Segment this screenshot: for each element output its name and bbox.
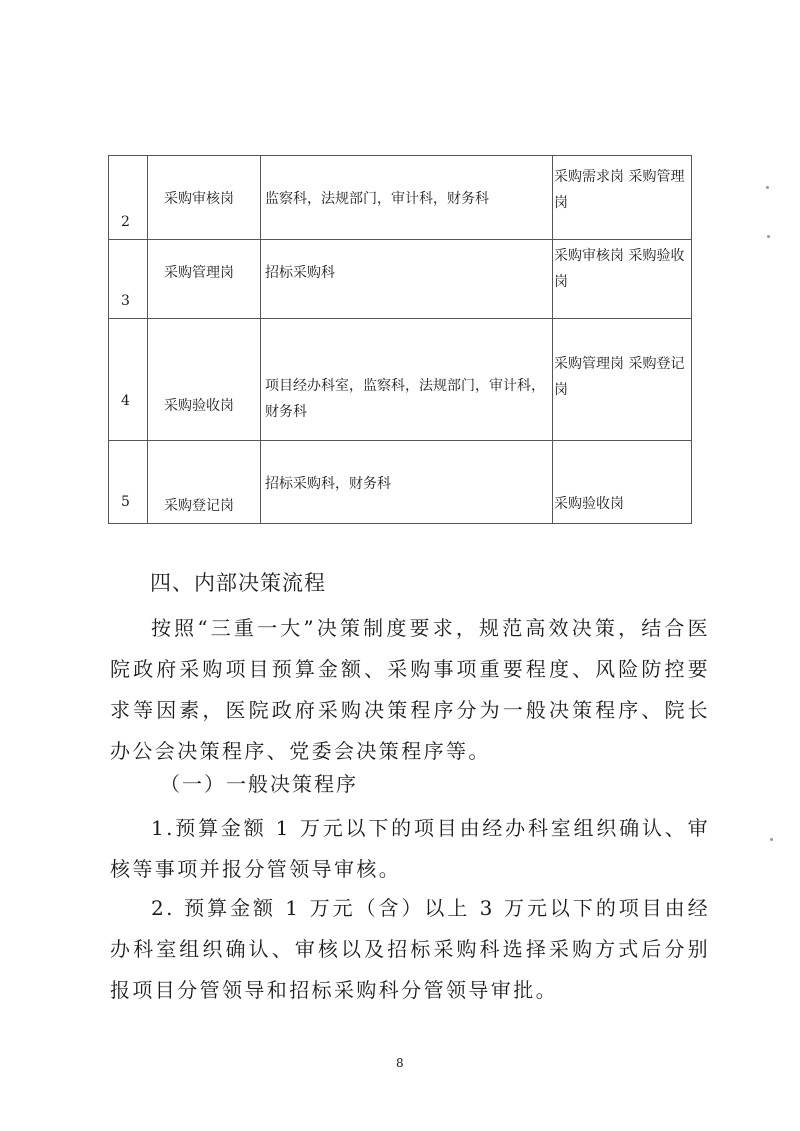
table-row (109, 156, 692, 240)
list-item: 2. 预算金额 1 万元（含）以上 3 万元以下的项目由经办科室组织确认、审核以及招标采购科选择采购方式后分别报项目分管领导和招标采购科分管领导审批。 (110, 896, 710, 1002)
table-row (109, 319, 692, 441)
related-role-text: 采购管理岗 采购登记岗 (554, 356, 685, 398)
row-number-cell (109, 156, 148, 240)
role-cell (148, 319, 261, 441)
row-number-cell (109, 240, 148, 319)
row-number-cell (109, 441, 148, 524)
role-cell (148, 240, 261, 319)
list-item: 1.预算金额 1 万元以下的项目由经办科室组织确认、审核等事项并报分管领导审核。 (110, 816, 710, 881)
department-cell (261, 156, 553, 240)
department-cell (261, 441, 553, 524)
role-name: 采购登记岗 (164, 498, 234, 514)
sub-heading: （一）一般决策程序 (160, 772, 358, 796)
department-cell (261, 240, 553, 319)
role-cell (148, 441, 261, 524)
table-row (109, 240, 692, 319)
department-cell (261, 319, 553, 441)
row-number: 2 (121, 214, 130, 230)
related-role-cell (553, 441, 692, 524)
role-name: 采购验收岗 (164, 398, 234, 414)
department-text: 项目经办科室，监察科，法规部门，审计科，财务科 (265, 378, 545, 420)
section-heading: 四、内部决策流程 (150, 571, 326, 595)
related-role-cell (553, 319, 692, 441)
row-number: 3 (121, 293, 130, 309)
procurement-roles-table (108, 155, 692, 524)
related-role-text: 采购需求岗 采购管理岗 (554, 169, 685, 211)
role-name: 采购审核岗 (164, 191, 234, 207)
related-role-text: 采购审核岗 采购验收岗 (554, 248, 685, 290)
role-name: 采购管理岗 (164, 265, 234, 281)
row-number-cell (109, 319, 148, 441)
table-row (109, 441, 692, 524)
department-text: 招标采购科 (265, 265, 335, 281)
role-cell (148, 156, 261, 240)
related-role-cell (553, 156, 692, 240)
scan-speck (766, 186, 769, 189)
department-text: 监察科，法规部门，审计科，财务科 (265, 191, 489, 207)
section-paragraph: 按照“三重一大”决策制度要求，规范高效决策，结合医院政府采购项目预算金额、采购事项重要程度、风险防控要求等因素，医院政府采购决策程序分为一般决策程序、院长办公会决策程序、党委会决策程序等。 (110, 616, 710, 763)
scan-speck (770, 838, 773, 841)
scan-speck (767, 235, 770, 238)
page-number: 8 (396, 1056, 404, 1070)
row-number: 5 (121, 494, 130, 510)
related-role-cell (553, 240, 692, 319)
department-text: 招标采购科，财务科 (265, 476, 391, 492)
row-number: 4 (121, 393, 130, 409)
related-role-text: 采购验收岗 (554, 496, 624, 512)
